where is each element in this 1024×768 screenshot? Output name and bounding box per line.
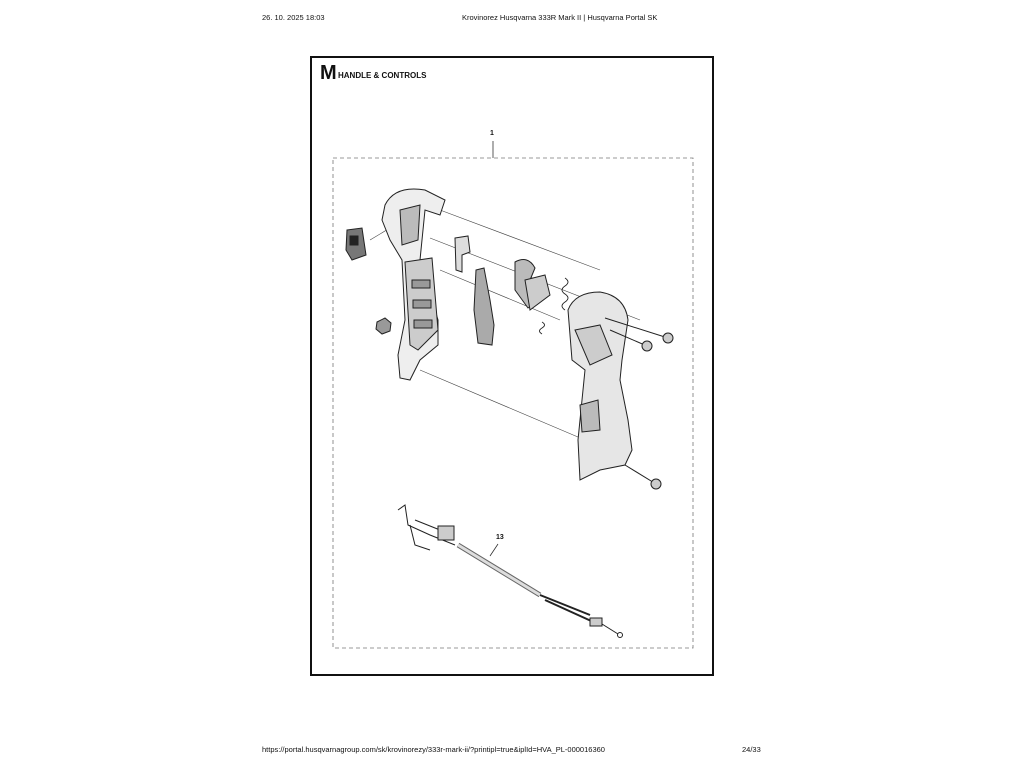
callout-label-13: 13 [496,534,504,541]
callout-label-1: 1 [490,130,494,137]
page-url: https://portal.husqvarnagroup.com/sk/krovinorezy/333r-mark-ii/?printipl=true&iplId=HVA_PL-000016360 [262,745,605,754]
throttle-cable [398,505,623,638]
page-number: 24/33 [742,745,761,754]
throttle-parts [455,236,550,345]
right-handle-half [568,292,632,480]
print-datetime: 26. 10. 2025 18:03 [262,13,325,22]
section-title: HANDLE & CONTROLS [338,71,427,80]
section-letter: M [320,62,337,84]
left-handle-half [382,189,445,380]
print-page-title: Krovinorez Husqvarna 333R Mark II | Husqvarna Portal SK [462,13,658,22]
callout-leader-13 [490,544,498,556]
stop-switch [346,228,366,260]
hex-nut [376,318,391,334]
